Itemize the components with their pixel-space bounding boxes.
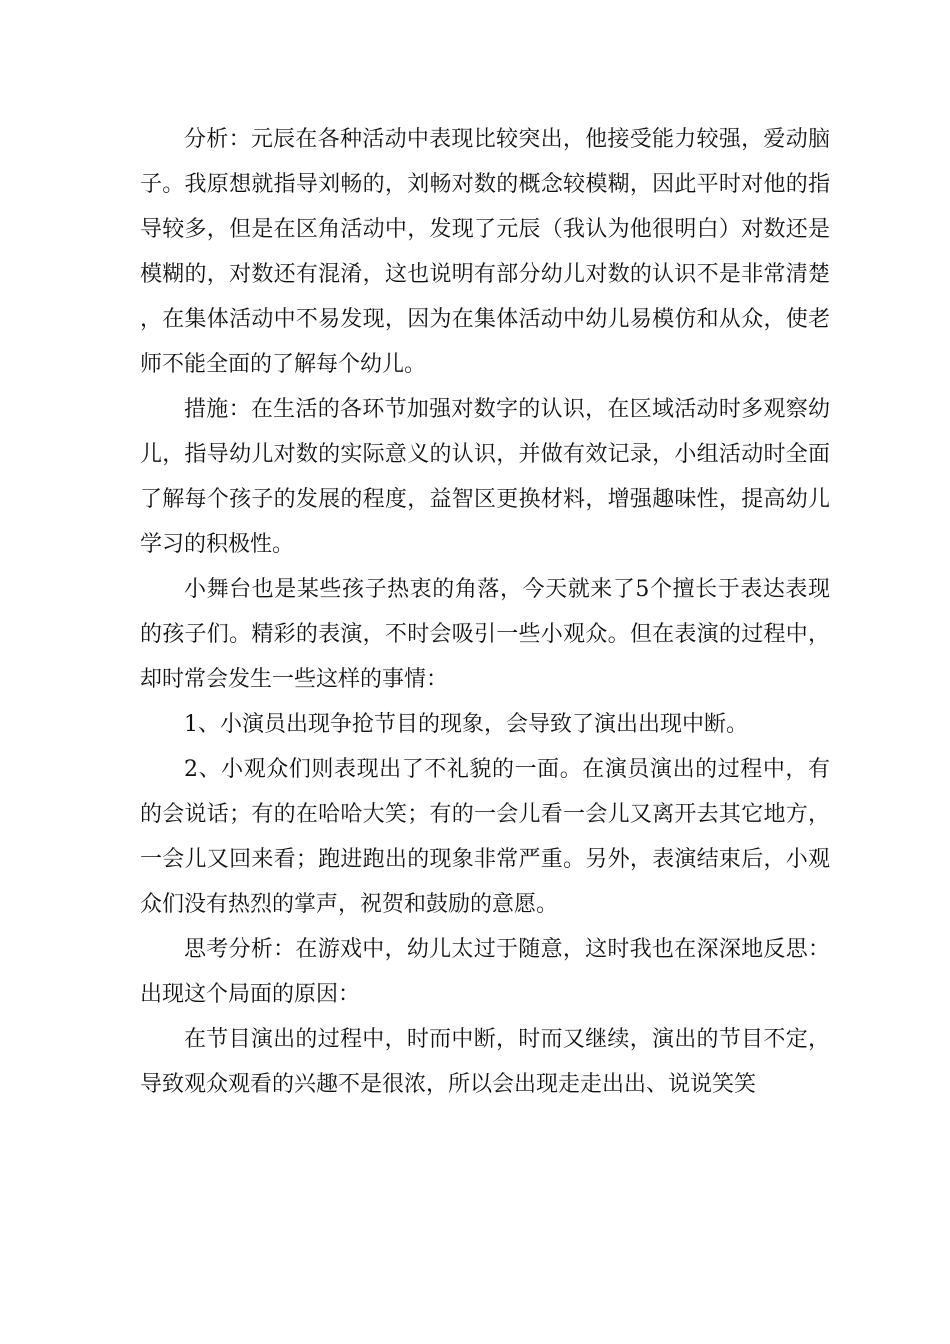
document-page [140, 117, 830, 1107]
paragraph-reflection: 思考分析：在游戏中，幼儿太过于随意，这时我也在深深地反思：出现这个局面的原因： [140, 937, 830, 1007]
paragraph-measures: 措施：在生活的各环节加强对数字的认识，在区域活动时多观察幼儿，指导幼儿对数的实际意义的认识，并做有效记录，小组活动时全面了解每个孩子的发展的程度，益智区更换材料，增强趣味性，提高幼儿学习的积极性。 [140, 397, 830, 557]
paragraph-item-2: 2、小观众们则表现出了不礼貌的一面。在演员演出的过程中，有的会说话；有的在哈哈大笑；有的一会儿看一会儿又离开去其它地方，一会儿又回来看；跑进跑出的现象非常严重。另外，表演结束后，小观众们没有热烈的掌声，祝贺和鼓励的意愿。 [140, 757, 830, 917]
paragraph-cause: 在节目演出的过程中，时而中断，时而又继续，演出的节目不定，导致观众观看的兴趣不是很浓，所以会出现走走出出、说说笑笑 [140, 1027, 830, 1097]
paragraph-item-1: 1、小演员出现争抢节目的现象，会导致了演出出现中断。 [184, 712, 748, 737]
paragraph-analysis: 分析：元辰在各种活动中表现比较突出，他接受能力较强，爱动脑子。我原想就指导刘畅的，刘畅对数的概念较模糊，因此平时对他的指导较多，但是在区角活动中，发现了元辰（我认为他很明白）对数还是模糊的，对数还有混淆，这也说明有部分幼儿对数的认识不是非常清楚，在集体活动中不易发现，因为在集体活动中幼儿易模仿和从众，使老师不能全面的了解每个幼儿。 [140, 127, 830, 377]
paragraph-stage-intro: 小舞台也是某些孩子热衷的角落，今天就来了5个擅长于表达表现的孩子们。精彩的表演，不时会吸引一些小观众。但在表演的过程中，却时常会发生一些这样的事情： [140, 577, 830, 692]
